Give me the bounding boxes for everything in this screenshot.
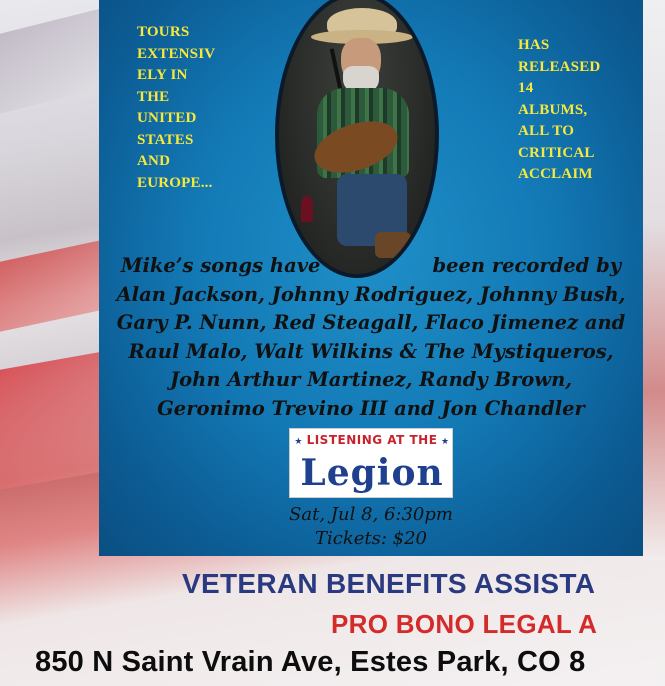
- tours-text: TOURS EXTENSIV ELY IN THE UNITED STATES AND EUROPE...: [137, 24, 216, 191]
- songs-line-5: John Arthur Martinez, Randy Brown,: [169, 368, 573, 391]
- songs-line-1: [99, 252, 643, 281]
- flag-stripe-grey: [0, 6, 110, 113]
- pro-bono-heading: PRO BONO LEGAL A: [331, 609, 598, 639]
- songs-line-4: Raul Malo, Walt Wilkins & The Mystiqueros,: [128, 339, 614, 363]
- songs-recorded-text: [99, 252, 643, 423]
- veteran-benefits-heading: VETERAN BENEFITS ASSISTA: [182, 568, 596, 599]
- songs-line-3: Gary P. Nunn, Red Steagall, Flaco Jimenez and: [116, 311, 626, 334]
- flag-background-right: [643, 0, 665, 560]
- logo-main-text: Legion: [300, 452, 444, 494]
- songs-line-1a: Mike’s songs have: [120, 254, 321, 277]
- songs-line-6: Geronimo Trevino III and Jon Chandler: [157, 396, 585, 420]
- logo-top-label: LISTENING AT THE: [306, 433, 438, 447]
- songs-line-2: Alan Jackson, Johnny Rodriguez, Johnny Bush,: [116, 282, 626, 306]
- flag-stripe-red-lower: [0, 350, 110, 489]
- musician-portrait: [275, 0, 439, 278]
- logo-top-text: ★ LISTENING AT THE ★: [294, 433, 450, 447]
- event-tickets: Tickets: $20: [314, 528, 428, 549]
- albums-text: HAS RELEASED 14 ALBUMS, ALL TO CRITICAL ACCLAIM: [518, 37, 601, 182]
- address-text: 850 N Saint Vrain Ave, Estes Park, CO 8: [35, 646, 586, 678]
- event-date: Sat, Jul 8, 6:30pm: [289, 504, 453, 525]
- songs-line-1b: been recorded by: [432, 254, 622, 277]
- flag-stripe-red: [0, 238, 110, 331]
- concert-poster: [99, 0, 643, 556]
- listening-at-the-legion-logo: [289, 428, 453, 498]
- wine-glass: [301, 196, 313, 222]
- event-info: [99, 503, 643, 551]
